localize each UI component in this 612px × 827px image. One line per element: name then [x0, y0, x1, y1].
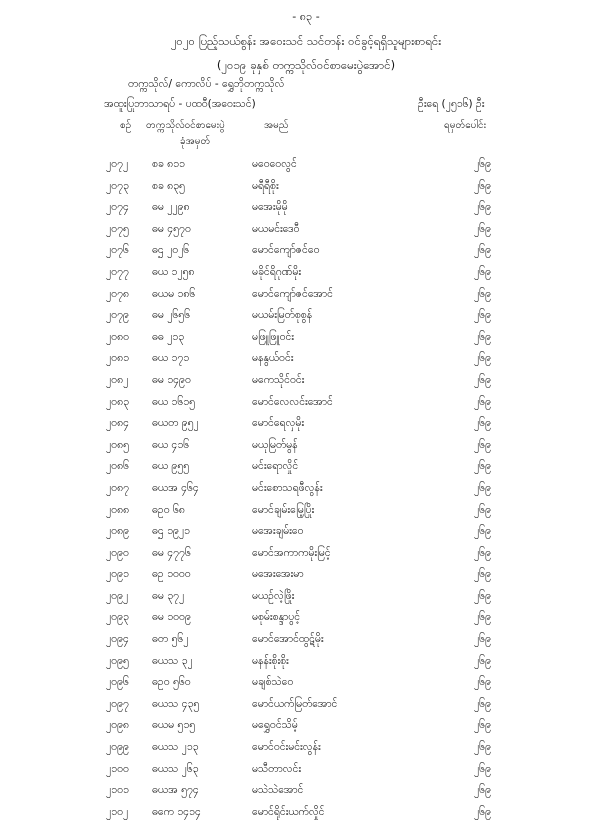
document-subtitle: (၂၀၁၉ ခုနှစ် တက္ကသိုလ်ဝင်စာမေးပွဲအောင်) [216, 58, 396, 72]
score: ၂၆၉ [474, 287, 491, 300]
table-row [0, 244, 612, 266]
university-label: တက္ကသိုလ်/ ကောလိပ် - ရွှေဘိုတက္ကသိုလ် [128, 78, 285, 90]
score: ၂၆၉ [474, 503, 491, 516]
row-number: ၂၀၉၈ [106, 719, 129, 732]
header-no: စဉ် [120, 120, 132, 131]
student-name: မောင်ဝင်းမင်းလွန်း [252, 741, 321, 754]
score: ၂၆၉ [474, 654, 491, 667]
roll-number: စခ ၈၁၁ [152, 158, 185, 170]
row-number: ၂၁၀၁ [106, 784, 129, 797]
table-row [0, 309, 612, 331]
page-number: - ၈၃ - [292, 10, 320, 23]
table-row [0, 180, 612, 202]
student-name: မောင်အောင်ထွဋ်မိုး [252, 633, 324, 646]
score: ၂၆၉ [474, 481, 491, 494]
score: ၂၆၉ [474, 373, 491, 386]
score: ၂၆၉ [474, 611, 491, 624]
score: ၂၆၉ [474, 546, 491, 559]
score: ၂၆၉ [474, 460, 491, 473]
table-row [0, 655, 612, 677]
score: ၂၆၉ [474, 265, 491, 278]
score: ၂၆၉ [474, 697, 491, 710]
row-number: ၂၀၉၁ [106, 568, 129, 581]
student-name: မောင်ရေလှမိုး [252, 417, 305, 430]
roll-number: ဓဥ ၁၀၀၀ [152, 568, 191, 581]
header-roll: တက္ကသိုလ်ဝင်စာမေးပွဲ [146, 120, 225, 131]
roll-number: ဓယ ၉၅၅ [152, 460, 190, 473]
score: ၂၆၉ [474, 158, 491, 170]
table-row [0, 806, 612, 827]
roll-number: ဓမ ၁၀၀၉ [152, 611, 191, 624]
score: ၂၆၉ [474, 244, 491, 257]
row-number: ၂၀၇၂ [106, 158, 129, 170]
score: ၂၆၉ [474, 525, 491, 538]
roll-number: ဓယ ၄၁၆ [152, 438, 190, 451]
score: ၂၆၉ [474, 309, 491, 322]
student-name: မအေးမိုမို [252, 201, 288, 214]
student-name: မောင်လေလင်းအောင် [252, 395, 333, 408]
student-name: မယဉ်လဲ့ဖြိုး [252, 589, 295, 602]
table-row [0, 396, 612, 418]
roll-number: စခ ၈၃၅ [152, 179, 185, 192]
student-name: မင်းရောလှိုင် [252, 460, 299, 473]
roll-number: ဓဥ၀ ၅၆၀ [152, 676, 191, 689]
row-number: ၂၀၈၇ [106, 481, 129, 494]
score: ၂၆၉ [474, 222, 491, 235]
row-number: ၂၀၉၂ [106, 589, 129, 602]
score: ၂၆၉ [474, 719, 491, 732]
row-number: ၂၀၈၀ [106, 330, 129, 343]
table-row [0, 719, 612, 741]
student-name: မဝေဝေလွင် [252, 158, 297, 170]
student-name: မောင်အကာကမိုးမြင့် [252, 546, 331, 559]
roll-number: ဓမ ၁၄၉၀ [152, 373, 191, 386]
row-number: ၂၀၇၃ [106, 179, 129, 192]
score: ၂၆၉ [474, 438, 491, 451]
row-number: ၂၀၇၅ [106, 222, 129, 235]
row-number: ၂၀၈၂ [106, 373, 129, 386]
row-number: ၂၀၉၀ [106, 546, 129, 559]
row-number: ၂၀၈၁ [106, 352, 129, 365]
roll-number: ဓမ ၄၇၇၆ [152, 546, 191, 559]
table-row [0, 525, 612, 547]
roll-number: ဓယသ ၃၂ [152, 654, 193, 667]
table-row [0, 698, 612, 720]
header-name: အမည် [264, 120, 289, 131]
score: ၂၆၉ [474, 179, 491, 192]
table-row [0, 331, 612, 353]
roll-number: ဓယတ ၉၅၂ [152, 417, 199, 430]
student-name: မယမင်းဒေဝီ [252, 222, 300, 235]
row-number: ၂၁၀၀ [106, 762, 129, 775]
roll-number: ဓမ ၄၅၇၀ [152, 222, 191, 235]
score: ၂၆၉ [474, 395, 491, 408]
row-number: ၂၀၇၉ [106, 309, 129, 322]
row-number: ၂၀၇၄ [106, 201, 129, 214]
table-row [0, 374, 612, 396]
table-row [0, 439, 612, 461]
student-name: မရွှေဝင်သိမ့် [252, 719, 298, 732]
student-name: မောင်ယက်မြတ်အောင် [252, 697, 338, 710]
student-name: မောင်ချမ်းမြေ့ပြိုး [252, 503, 315, 516]
row-number: ၂၀၇၈ [106, 287, 129, 300]
score: ၂၆၉ [474, 676, 491, 689]
student-name: မယမ်းမြတ်စုစွန် [252, 309, 313, 322]
roll-number: ဓယသ ၂၁၃ [152, 741, 199, 754]
table-row [0, 547, 612, 569]
header-roll-line2: ခုံအမှတ် [180, 136, 211, 147]
document-title: ၂၀၂၀ ပြည့်သယ်စွန်း အဝေးသင် သင်တန်း ဝင်ခွင့်ရရှိသူများစာရင်း [170, 34, 442, 48]
table-row [0, 633, 612, 655]
row-number: ၂၀၉၉ [106, 741, 129, 754]
score: ၂၆၉ [474, 417, 491, 430]
row-number: ၂၀၉၃ [106, 611, 129, 624]
roll-number: ဓမ ၂၂၉၈ [152, 201, 190, 214]
student-table [0, 158, 612, 827]
table-row [0, 763, 612, 785]
table-row [0, 590, 612, 612]
subject-label: အထူးပြုဘာသာရပ် - ပထဝီ(အဝေးသင်) [104, 98, 256, 110]
student-name: မောင်ကျော်ဇင်အောင် [252, 287, 333, 300]
row-number: ၂၀၈၃ [106, 395, 129, 408]
row-number: ၂၀၈၅ [106, 438, 129, 451]
roll-number: ဓယ ၁၆၁၅ [152, 395, 196, 408]
count-label: ဦးရေ (၂၅၁၆) ဦး [418, 98, 485, 110]
roll-number: ဓဌ ၁၉၂၁ [152, 525, 190, 538]
score: ၂၆၉ [474, 201, 491, 214]
student-name: မောင်ကျော်ဇင်ဝေ [252, 244, 320, 257]
score: ၂၆၉ [474, 762, 491, 775]
row-number: ၂၀၉၇ [106, 697, 129, 710]
student-name: မနန်းစိုးစိုး [252, 654, 289, 667]
student-name: မသဲသဲအောင် [252, 784, 304, 797]
row-number: ၂၀၈၄ [106, 417, 129, 430]
student-name: မအေးအေးမာ [252, 568, 304, 581]
row-number: ၂၀၇၆ [106, 244, 129, 257]
roll-number: ဓယ ၁၇၁ [152, 352, 190, 365]
score: ၂၆၉ [474, 589, 491, 602]
row-number: ၂၁၀၂ [106, 805, 129, 818]
row-number: ၂၀၈၈ [106, 503, 130, 516]
table-row [0, 568, 612, 590]
student-name: မသီတာလင်း [252, 762, 302, 775]
row-number: ၂၀၉၆ [106, 676, 129, 689]
roll-number: ဓယအ ၅၇၄ [152, 784, 199, 797]
row-number: ၂၀၈၆ [106, 460, 129, 473]
table-row [0, 676, 612, 698]
student-name: မရီရီစိုး [252, 179, 279, 192]
score: ၂၆၉ [474, 330, 491, 343]
score: ၂၆၉ [474, 784, 491, 797]
table-row [0, 266, 612, 288]
roll-number: ဓဌ ၂၀၂၆ [152, 244, 190, 257]
row-number: ၂၀၈၉ [106, 525, 129, 538]
table-row [0, 201, 612, 223]
roll-number: ဓယသ ၄၃၅ [152, 697, 200, 710]
score: ၂၆၉ [474, 741, 491, 754]
roll-number: ဓမ ၂၆၅၆ [152, 309, 191, 322]
table-row [0, 504, 612, 526]
student-name: မအေးချမ်းဝေ [252, 525, 304, 538]
student-name: မခိုင်ရိဂုဏ်မိုး [252, 265, 302, 278]
score: ၂၆၉ [474, 352, 491, 365]
header-score: ရမှတ်ပေါင်း [444, 120, 487, 131]
student-name: မဖြူဖြူဝင်း [252, 330, 294, 343]
roll-number: ဓယ ၁၂၅၈ [152, 265, 195, 278]
roll-number: ဓယသ ၂၆၃ [152, 762, 199, 775]
table-row [0, 417, 612, 439]
score: ၂၆၉ [474, 805, 491, 818]
table-row [0, 158, 612, 180]
roll-number: ဓယမ ၁၈၆ [152, 287, 196, 300]
student-name: မချစ်သဲဝေ [252, 676, 294, 689]
row-number: ၂၀၉၅ [106, 654, 129, 667]
table-row [0, 223, 612, 245]
table-row [0, 611, 612, 633]
student-name: မစုမ်းစန္ဒာပွင့် [252, 611, 301, 624]
table-row [0, 482, 612, 504]
roll-number: ဓဥ၀ ၆၈ [152, 503, 185, 516]
table-row [0, 288, 612, 310]
roll-number: ဓယအ ၄၆၄ [152, 481, 199, 494]
score: ၂၆၉ [474, 568, 491, 581]
table-row [0, 741, 612, 763]
student-name: မနနွယ်ဝင်း [252, 352, 294, 365]
roll-number: ဓယမ ၅၁၅ [152, 719, 196, 732]
student-name: မောင်ရိုင်းယက်လှိုင် [252, 805, 325, 818]
table-row [0, 784, 612, 806]
row-number: ၂၀၇၇ [106, 265, 129, 278]
student-name: မကေသိုင်ဝင်း [252, 373, 305, 386]
student-name: မင်းစောသရဖီလွန်း [252, 481, 323, 494]
roll-number: ဓဓ ၂၁၃ [152, 330, 185, 343]
row-number: ၂၀၉၄ [106, 633, 129, 646]
table-row [0, 460, 612, 482]
roll-number: ဓကေ ၁၄၁၄ [152, 805, 201, 818]
table-row [0, 352, 612, 374]
score: ၂၆၉ [474, 633, 491, 646]
roll-number: ဓမ ၃၇၂ [152, 589, 185, 602]
student-name: မယုမြတ်မွန် [252, 438, 298, 451]
roll-number: ဓတ ၅၆၂ [152, 633, 189, 646]
